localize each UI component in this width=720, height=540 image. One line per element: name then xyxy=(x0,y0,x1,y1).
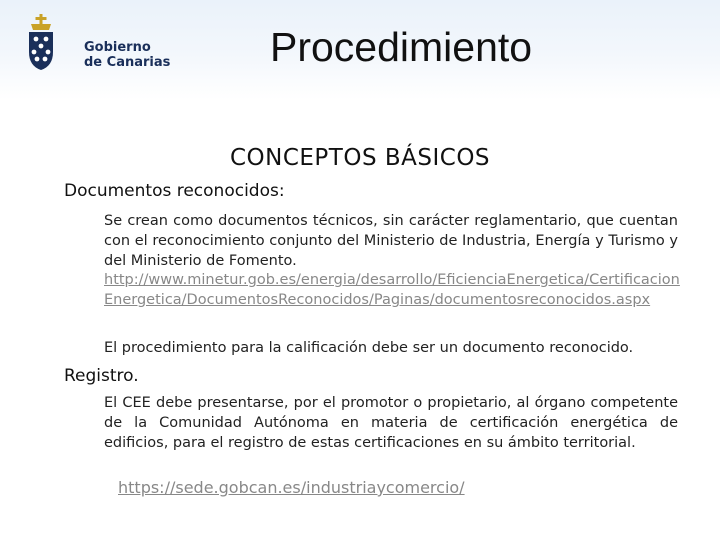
slide-title: Procedimiento xyxy=(270,24,533,70)
documentos-paragraph: Se crean como documentos técnicos, sin carácter reglamentario, que cuentan con el reconocimiento conjunto del Ministerio de Industria, Energía y Turismo y del Ministerio de Fomento. xyxy=(104,213,678,269)
minetur-link[interactable]: http://www.minetur.gob.es/energia/desarrollo/EficienciaEnergetica/CertificacionEnergetica/DocumentosReconocidos/Paginas/documentosreconocidos.aspx xyxy=(104,272,680,308)
documentos-note: El procedimiento para la calificación debe ser un documento reconocido. xyxy=(104,340,634,356)
logo-text xyxy=(84,40,170,70)
section-heading-registro: Registro. xyxy=(64,366,139,386)
slide-subtitle: CONCEPTOS BÁSICOS xyxy=(229,145,491,171)
section-heading-documentos: Documentos reconocidos: xyxy=(64,181,285,201)
sede-gobcan-link[interactable]: https://sede.gobcan.es/industriaycomercio/ xyxy=(118,478,465,497)
logo-line-1: Gobierno xyxy=(84,40,151,55)
gobierno-de-canarias-logo xyxy=(26,14,171,74)
logo-line-2: de Canarias xyxy=(84,55,171,70)
canarias-crest-icon xyxy=(26,14,56,72)
registro-paragraph: El CEE debe presentarse, por el promotor o propietario, al órgano competente de la Comunidad Autónoma en materia de certificación energética de edificios, para el registro de estas certificaciones en su ámbito territorial. xyxy=(104,395,678,451)
